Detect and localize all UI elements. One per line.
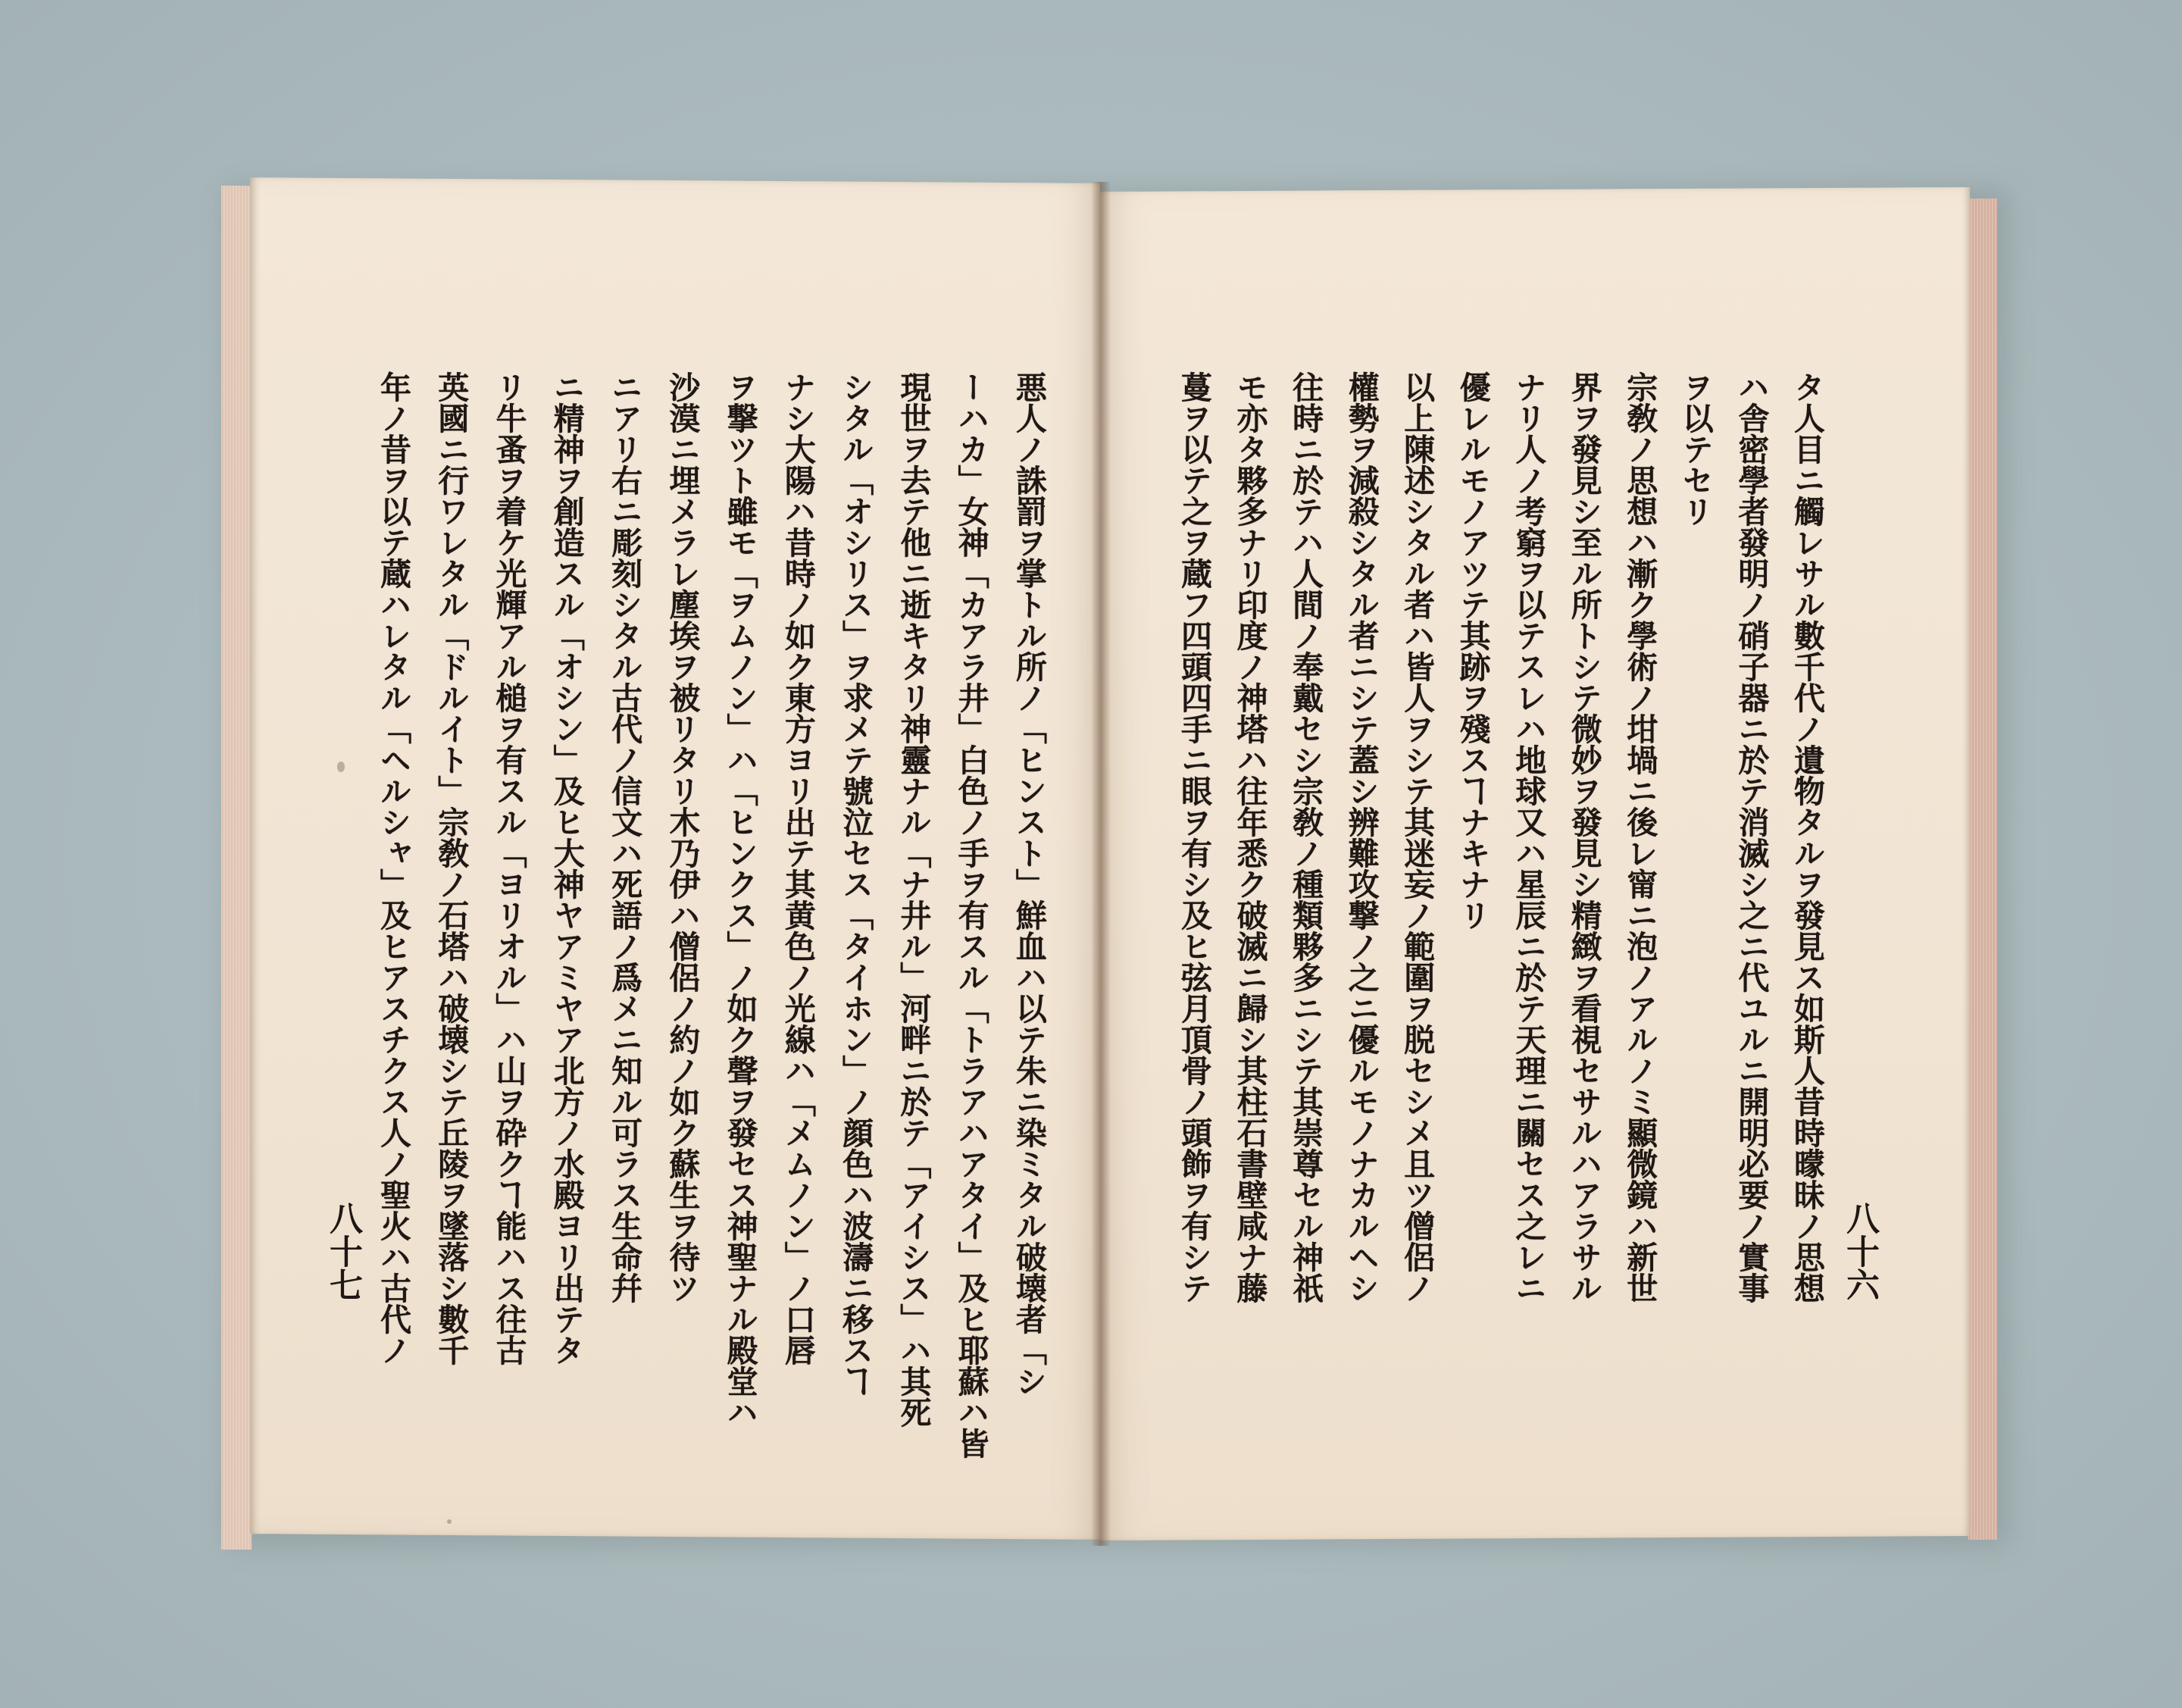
text-column: ニ精神ヲ創造スル「オシン」及ヒ大神ヤアミヤア北方ノ水殿ヨリ出テタ xyxy=(548,371,585,1365)
text-column: 權勢ヲ減殺シタル者ニシテ蓋シ辨難攻撃ノ之ニ優ルモノナカルヘシ xyxy=(1343,371,1380,1303)
paper-spot xyxy=(447,1519,452,1524)
text-column: 年ノ昔ヲ以テ蔵ハレタル「ヘルシャ」及ヒアスチクス人ノ聖火ハ古代ノ xyxy=(375,371,411,1365)
paper-spot xyxy=(337,762,345,772)
text-column: 英國ニ行ワレタル「ドルイト」宗敎ノ石塔ハ破壊シテ丘陵ヲ墜落シ數千 xyxy=(433,371,470,1365)
left-page-text xyxy=(375,371,1047,1459)
text-column: タ人目ニ觸レサル數千代ノ遺物タルヲ發見ス如斯人昔時曚昧ノ思想 xyxy=(1788,371,1825,1303)
page-number-left: 八十七 xyxy=(324,1201,362,1301)
text-column: 現世ヲ去テ他ニ逝キタリ神靈ナル「ナ井ル」河畔ニ於テ「アイシス」ハ其死 xyxy=(895,371,932,1428)
text-column: 宗敎ノ思想ハ漸ク學術ノ坩堝ニ後レ甯ニ泡ノアルノミ顯微鏡ハ新世 xyxy=(1621,371,1658,1303)
text-column: ナリ人ノ考窮ヲ以テスレハ地球又ハ星辰ニ於テ天理ニ關セス之レニ xyxy=(1510,371,1547,1303)
text-column: ーハカ」女神「カアラ井」白色ノ手ヲ有スル「トラアハアタイ」及ヒ耶蘇ハ皆 xyxy=(952,371,989,1459)
page-block-edge-left xyxy=(221,186,252,1550)
text-column: 界ヲ發見シ至ル所トシテ微妙ヲ發見シ精緻ヲ看視セサルハアラサル xyxy=(1565,371,1602,1303)
text-column: 沙漠ニ埋メラレ塵埃ヲ被リタリ木乃伊ハ僧侶ノ約ノ如ク蘇生ヲ待ツ xyxy=(664,371,701,1303)
text-column: ナシ大陽ハ昔時ノ如ク東方ヨリ出テ其黄色ノ光線ハ「メムノン」ノ口唇 xyxy=(779,371,816,1365)
page-number-right: 八十六 xyxy=(1840,1201,1879,1301)
page-block-edge-right xyxy=(1968,199,1997,1540)
text-column: リ牛蚤ヲ着ケ光輝アル槌ヲ有スル「ヨリオル」ハ山ヲ砕クヿ能ハス往古 xyxy=(490,371,527,1365)
text-column: ハ舎密學者發明ノ硝子器ニ於テ消滅シ之ニ代ユルニ開明必要ノ實事 xyxy=(1733,371,1770,1303)
text-column: ヲ以テセリ xyxy=(1677,371,1714,527)
book-gutter xyxy=(1091,182,1111,1546)
text-column: 悪人ノ誅罰ヲ掌トル所ノ「ヒンスト」鮮血ハ以テ朱ニ染ミタル破壊者「シ xyxy=(1010,371,1047,1397)
text-column: ヲ撃ツト雖モ「ヲムノン」ハ「ヒンクス」ノ如ク聲ヲ發セス神聖ナル殿堂ハ xyxy=(721,371,758,1428)
text-column: 優レルモノアツテ其跡ヲ殘スヿナキナリ xyxy=(1454,371,1491,931)
text-column: 蔓ヲ以テ之ヲ蔵フ四頭四手ニ眼ヲ有シ及ヒ弦月頂骨ノ頭飾ヲ有シテ xyxy=(1176,371,1212,1303)
text-column: 以上陳述シタル者ハ皆人ヲシテ其迷妄ノ範圍ヲ脱セシメ且ツ僧侶ノ xyxy=(1399,371,1436,1303)
text-column: シタル「オシリス」ヲ求メテ號泣セス「タイホン」ノ顔色ハ波濤ニ移スヿ xyxy=(837,371,874,1397)
text-column: 往時ニ於テハ人間ノ奉戴セシ宗敎ノ種類夥多ニシテ其崇尊セル神祇 xyxy=(1287,371,1324,1303)
right-page-text xyxy=(1176,371,1825,1387)
text-column: モ亦タ夥多ナリ印度ノ神塔ハ往年悉ク破滅ニ歸シ其柱石書壁咸ナ藤 xyxy=(1231,371,1268,1303)
text-column: ニアリ右ニ彫刻シタル古代ノ信文ハ死語ノ爲メニ知ル可ラス生命幷 xyxy=(606,371,643,1303)
